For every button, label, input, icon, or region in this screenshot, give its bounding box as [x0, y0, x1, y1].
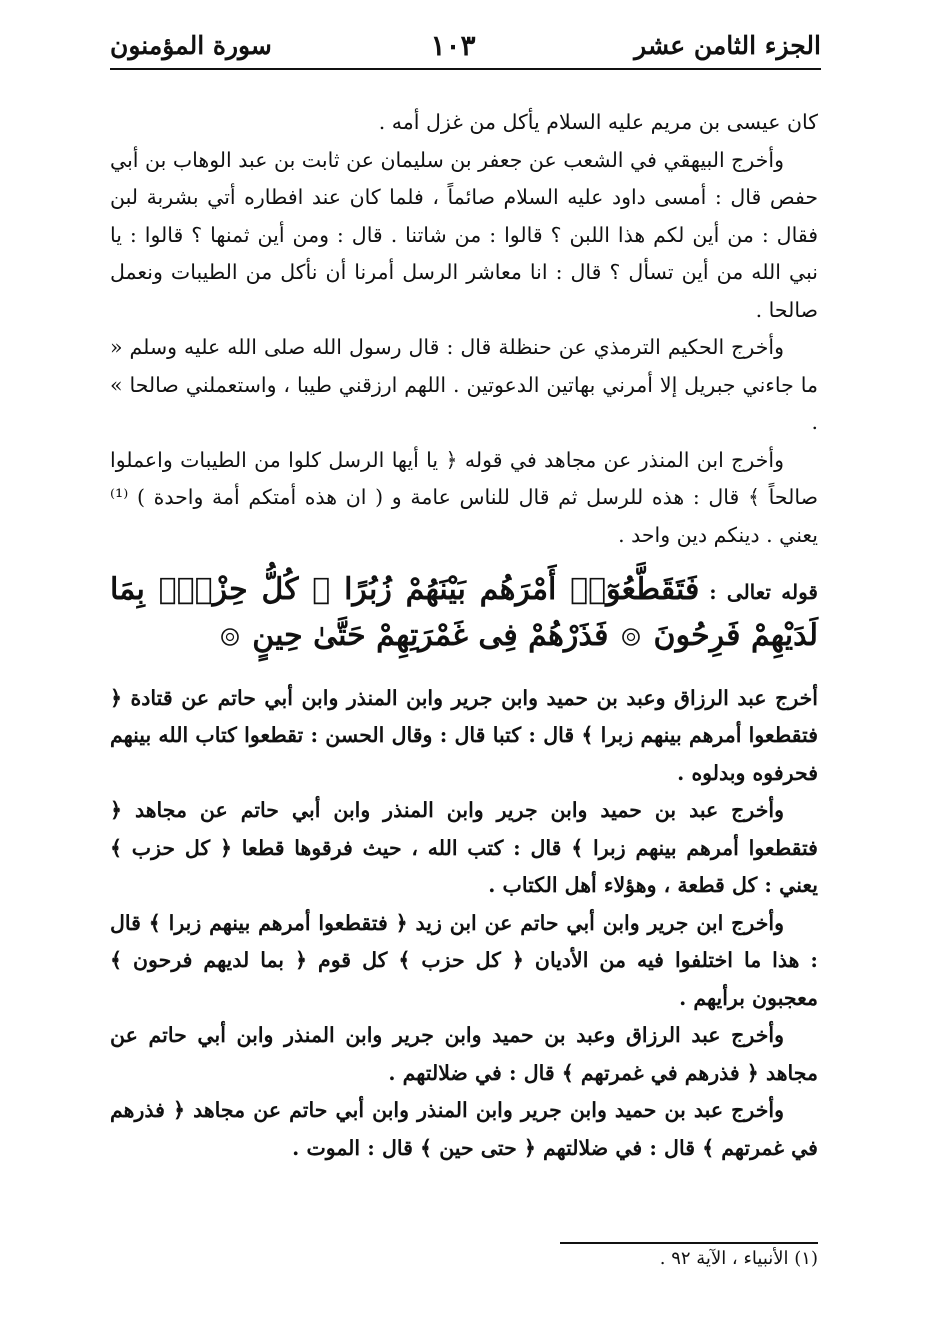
footnote: (١) الأنبياء ، الآية ٩٢ . — [659, 1248, 818, 1269]
paragraph: وأخرج الحكيم الترمذي عن حنظلة قال : قال رسول الله صلى الله عليه وسلم « ما جاءني جبريل إلا أمرني بهاتين الدعوتين . اللهم ارزقني طيبا ، واستعملني صالحا » . — [110, 335, 818, 434]
paragraph: وأخرج عبد بن حميد وابن جرير وابن المنذر وابن أبي حاتم عن مجاهد ﴿ فتقطعوا أمرهم بينهم زبرا ﴾ قال : كتب الله ، حيث فرقوها قطعا ﴿ كل حزب ﴾ يعني : كل قطعة ، وهؤلاء أهل الكتاب . — [110, 798, 818, 897]
quran-verse-block — [110, 568, 818, 662]
verse-end-marker-icon — [220, 618, 240, 662]
paragraph: وأخرج عبد الرزاق وعبد بن حميد وابن جرير وابن المنذر وابن أبي حاتم عن مجاهد ﴿ فذرهم في غمرتهم ﴾ قال : في ضلالتهم . — [110, 1023, 818, 1085]
paragraph: وأخرج ابن المنذر عن مجاهد في قوله ﴿ يا أيها الرسل كلوا من الطيبات واعملوا صالحاً ﴾ قال : هذه للرسل ثم قال للناس عامة و ( ان هذه أمتكم أمة واحدة ) ⁽¹⁾ يعني . دينكم دين واحد . — [110, 447, 818, 547]
part-title: الجزء الثامن عشر — [634, 30, 821, 60]
verse-end-marker-icon — [621, 618, 641, 662]
main-text — [110, 104, 818, 1167]
paragraph: وأخرج البيهقي في الشعب عن جعفر بن سليمان عن ثابت بن عبد الوهاب بن أبي حفص قال : أمسى داود عليه السلام صائماً ، فلما كان عند افطاره أتي بشربة لبن فقال : من أين لكم هذا اللبن ؟ قالوا : من شاتنا . قال : ومن أين ثمنها ؟ قالوا : يا نبي الله من أين تسأل ؟ قال : انا معاشر الرسل أمرنا أن نأكل من الطيبات ونعمل صالحا . — [110, 147, 818, 322]
surah-title: سورة المؤمنون — [110, 30, 272, 60]
footnote-rule — [560, 1242, 818, 1244]
verse-text: فَتَقَطَّعُوٓا۟ أَمْرَهُم بَيْنَهُمْ زُبُرًا ۖ كُلُّ حِزْبٍۭ بِمَا لَدَيْهِمْ فَرِحُونَ — [110, 572, 818, 653]
verse-intro: قوله تعالى : — [709, 580, 818, 604]
paragraph: وأخرج ابن جرير وابن أبي حاتم عن ابن زيد ﴿ فتقطعوا أمرهم بينهم زبرا ﴾ قال : هذا ما اختلفوا فيه من الأديان ﴿ كل حزب ﴾ كل قوم ﴿ بما لديهم فرحون ﴾ معجبون برأيهم . — [110, 910, 818, 1010]
page-number: ١٠٣ — [430, 28, 476, 62]
running-header — [110, 22, 821, 68]
paragraph: كان عيسى بن مريم عليه السلام يأكل من غزل أمه . — [378, 110, 818, 134]
paragraph: وأخرج عبد بن حميد وابن جرير وابن المنذر وابن أبي حاتم عن مجاهد ﴿ فذرهم في غمرتهم ﴾ قال : في ضلالتهم ﴿ حتى حين ﴾ قال : الموت . — [110, 1098, 818, 1160]
paragraph: أخرج عبد الرزاق وعبد بن حميد وابن جرير وابن المنذر وابن أبي حاتم عن قتادة ﴿ فتقطعوا أمرهم بينهم زبرا ﴾ قال : كتبا قال : وقال الحسن : تقطعوا كتاب الله بينهم فحرفوه وبدلوه . — [110, 685, 818, 785]
header-rule — [110, 68, 821, 70]
verse-text: فَذَرْهُمْ فِى غَمْرَتِهِمْ حَتَّىٰ حِينٍ — [252, 618, 609, 653]
